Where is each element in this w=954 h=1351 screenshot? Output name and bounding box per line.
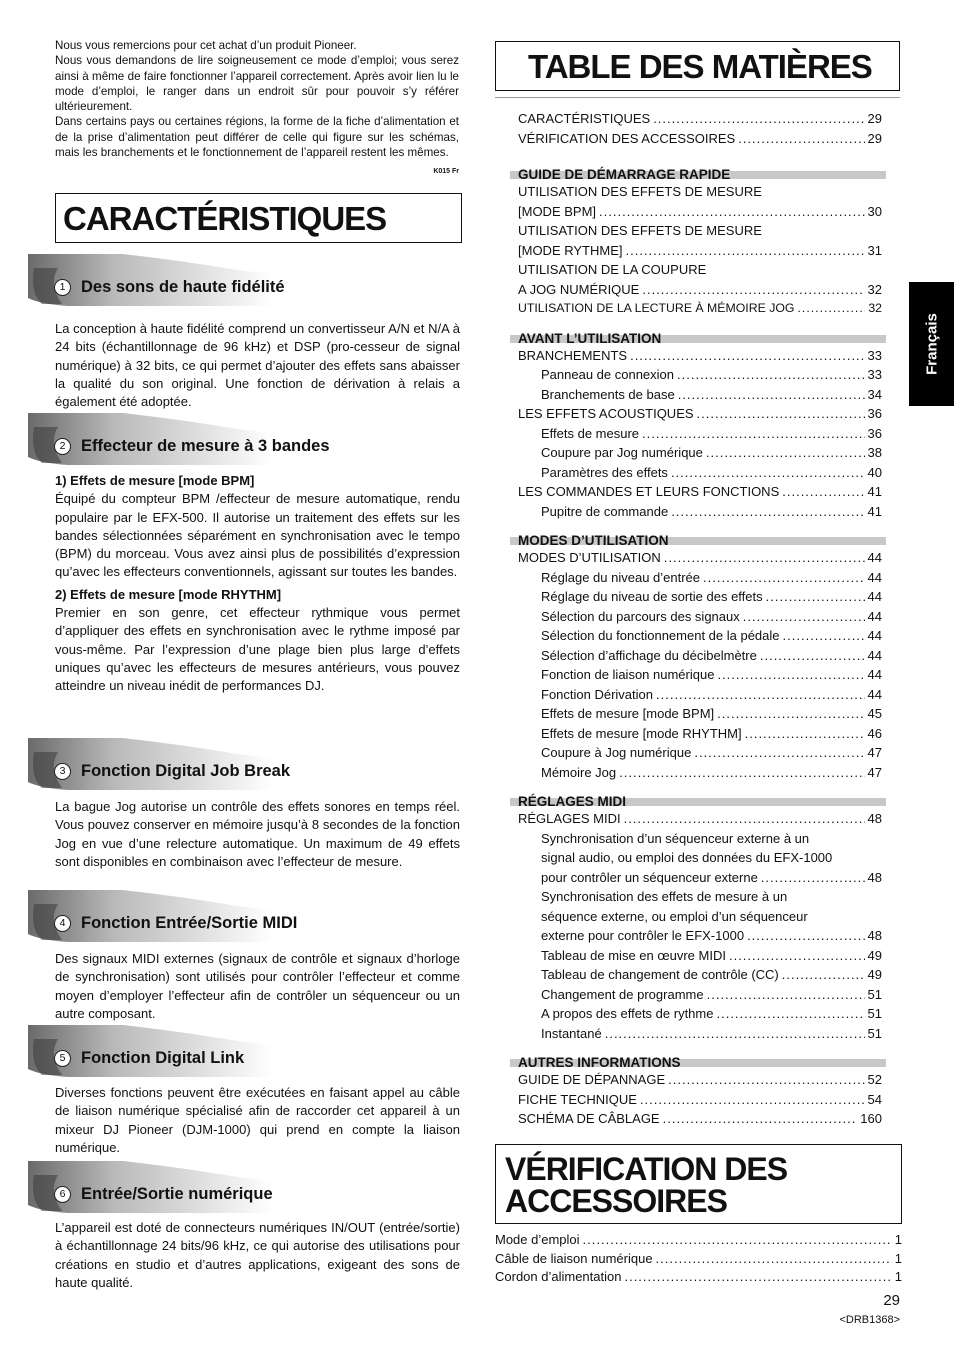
feature-body: [55, 470, 460, 696]
toc-section-title: AVANT L’UTILISATION: [518, 330, 662, 346]
toc-entry[interactable]: [518, 609, 882, 629]
toc-entry[interactable]: [518, 301, 882, 321]
toc-section-heading: [518, 794, 882, 811]
toc-entry[interactable]: [518, 667, 882, 687]
toc-entry-line: Synchronisation d’un séquenceur externe à un: [541, 830, 810, 846]
toc-dot-leader: [783, 628, 865, 643]
toc-entry-title: Pupitre de commande: [541, 503, 669, 519]
toc-entry[interactable]: [518, 765, 882, 785]
toc-dot-leader: [707, 987, 865, 1002]
toc-dot-leader: [640, 1092, 865, 1107]
toc-entry-title: Fonction de liaison numérique: [541, 667, 715, 682]
toc-entry-line: Synchronisation des effets de mesure à un: [541, 889, 788, 904]
toc-entry-page: 33: [867, 347, 882, 363]
toc-entry[interactable]: [518, 445, 882, 465]
toc-entry[interactable]: [518, 967, 882, 987]
toc-entry-title: [MODE BPM]: [518, 203, 597, 219]
toc-entry-page: 52: [867, 1072, 882, 1087]
toc-entry-page: 45: [867, 706, 882, 721]
toc-entry-page: 31: [867, 242, 882, 258]
toc-entry[interactable]: [518, 948, 882, 968]
toc-entry-page: 47: [867, 745, 882, 760]
toc-entry-page: 44: [867, 628, 882, 643]
toc-section-title: AUTRES INFORMATIONS: [518, 1055, 681, 1070]
toc-entry[interactable]: [518, 1092, 882, 1112]
toc-entry[interactable]: [518, 367, 882, 387]
feature-body: [55, 798, 460, 871]
feature-title: [54, 1185, 273, 1204]
intro-code: K015 Fr: [433, 168, 459, 176]
toc-entry-title: Branchements de base: [541, 386, 675, 402]
toc-entry[interactable]: [518, 406, 882, 426]
feature-number-badge: 2: [54, 438, 71, 455]
toc-dot-leader: [760, 648, 865, 663]
feature-number-badge: 1: [54, 279, 71, 296]
verification-title-line1: VÉRIFICATION DES: [505, 1151, 788, 1187]
toc-entry-page: 160: [860, 1111, 882, 1126]
toc-entry-title: A JOG NUMÉRIQUE: [518, 281, 640, 297]
toc-dot-leader: [619, 765, 864, 780]
toc-entry-title: Instantané: [541, 1025, 602, 1041]
toc-entry-page: 49: [867, 947, 882, 963]
toc-section-spacer: [518, 784, 882, 790]
feature-title: [54, 762, 290, 781]
accessory-quantity: 1: [894, 1250, 902, 1266]
toc-entry-title: Coupure par Jog numérique: [541, 445, 703, 460]
toc-section-spacer: [518, 523, 882, 529]
toc-entry[interactable]: [518, 550, 882, 570]
feature-heading: [28, 1025, 273, 1081]
toc-dot-leader: [717, 706, 864, 721]
feature-paragraph: Premier en son genre, cet effecteur rythmique vous permet d’appliquer des effets en synchronisation avec le rythme imposé par vous-même. Par l’expression d’une plage bien plus large d’effets uniques qu’avec les effecteurs de mesures antérieurs, vous pouvez atteindre un niveau inédit de performances DJ.: [55, 605, 460, 694]
feature-title: [54, 278, 285, 297]
intro-text: [55, 38, 459, 180]
toc-entry-page: 40: [867, 464, 882, 480]
toc-entry-page: 33: [867, 367, 882, 382]
toc-entry[interactable]: [518, 426, 882, 446]
toc-entry-title: Mémoire Jog: [541, 764, 617, 780]
accessory-item: [495, 1251, 902, 1270]
toc-entry[interactable]: [518, 726, 882, 746]
toc-entry-line: UTILISATION DES EFFETS DE MESURE: [518, 184, 762, 199]
caracteristiques-title: CARACTÉRISTIQUES: [63, 200, 387, 237]
feature-number-badge: 5: [54, 1050, 71, 1067]
feature-heading: [28, 413, 330, 469]
toc-dot-leader: [798, 301, 866, 315]
feature-subtitle: 1) Effets de mesure [mode BPM]: [55, 473, 255, 488]
feature-title-text: Fonction Digital Job Break: [81, 762, 291, 780]
toc-dot-leader: [626, 243, 865, 258]
toc-entry[interactable]: [518, 282, 882, 302]
toc-dot-leader: [729, 948, 865, 963]
toc-entry-title: Réglage du niveau de sortie des effets: [541, 589, 763, 604]
toc-dot-leader: [694, 745, 864, 760]
accessory-quantity: 1: [894, 1232, 902, 1247]
feature-paragraph: L’appareil est doté de connecteurs numériques IN/OUT (entrée/sortie) à échantillonnage 24 bits/96 kHz, ce qui autorise des utilisations pour créations en studio et d’autres applications, exigeant des sons de haute qualité.: [55, 1220, 460, 1290]
toc-entry[interactable]: [518, 465, 882, 485]
accessory-item: [495, 1269, 902, 1288]
toc-entry-page: 44: [867, 589, 882, 604]
toc-dot-leader: [703, 570, 865, 585]
toc-dot-leader: [678, 387, 865, 402]
feature-body: [55, 1219, 460, 1292]
intro-p3: [55, 114, 459, 176]
toc-entry-page: 44: [867, 647, 882, 663]
feature-title: [54, 1049, 244, 1068]
toc-section-title: GUIDE DE DÉMARRAGE RAPIDE: [518, 167, 731, 182]
accessory-item: [495, 1232, 902, 1251]
toc-entry-title: LES EFFETS ACOUSTIQUES: [518, 406, 694, 421]
toc-dot-leader: [642, 282, 864, 297]
language-tab: [909, 282, 954, 406]
toc-entry-title: Tableau de changement de contrôle (CC): [541, 967, 779, 982]
toc-entry[interactable]: [518, 111, 882, 131]
toc-entry-title: Coupure à Jog numérique: [541, 745, 692, 760]
toc-dot-leader: [697, 406, 865, 421]
toc-dot-leader: [656, 687, 865, 702]
toc-entry-page: 41: [867, 503, 882, 519]
toc-section-spacer: [518, 321, 882, 327]
toc-entry-title: Sélection du fonctionnement de la pédale: [541, 628, 780, 643]
toc-dot-leader: [630, 348, 864, 363]
toc-entry-title: externe pour contrôler le EFX-1000: [541, 928, 745, 943]
intro-p1: Nous vous remercions pour cet achat d’un produit Pioneer.: [55, 39, 357, 52]
feature-title: [54, 914, 297, 933]
toc-entry[interactable]: [518, 687, 882, 707]
toc-dot-leader: [624, 811, 865, 826]
toc-dot-leader: [766, 589, 865, 604]
toc-entry-title: SCHÉMA DE CÂBLAGE: [518, 1111, 660, 1126]
toc-entry-title: FICHE TECHNIQUE: [518, 1091, 637, 1107]
toc-entry[interactable]: [518, 870, 882, 890]
toc-entry-title: MODES D’UTILISATION: [518, 550, 661, 565]
feature-paragraph: Équipé du compteur BPM /effecteur de mesure automatique, rendu populaire par le EFX-500. Il autorise un traitement des effets sur les bandes sélectionnées séparément en synchronisation avec le tempo (BPM) du morceau. Vous avez ainsi plus de possibilités d’expression qu’avec les effecteurs conventionnels, agissant sur toutes les bandes.: [55, 491, 460, 580]
toc-entry-title: VÉRIFICATION DES ACCESSOIRES: [518, 130, 736, 146]
language-tab-label: Français: [923, 313, 940, 375]
accessory-quantity: 1: [894, 1269, 902, 1284]
toc-dot-leader: [677, 367, 865, 382]
toc-entry-title: Tableau de mise en œuvre MIDI: [541, 947, 726, 963]
intro-p2: Nous vous demandons de lire soigneusement ce mode d’emploi; vous serez ainsi à même de faire fonctionner l’appareil correctement. Après avoir lien lu le mode d’emploi, le ranger dans un endroit sûr pour pouvoir s’y référer ultérieurement.: [55, 54, 459, 114]
feature-paragraph: Diverses fonctions peuvent être exécutées en faisant appel au câble de liaison numérique spécialisé afin de raccorder cet appareil à un mixeur DJ Pioneer (DJM-1000) qui prend en compte la liaison numérique.: [55, 1085, 460, 1155]
toc-dot-leader: [663, 1111, 858, 1126]
feature-subtitle: 2) Effets de mesure [mode RHYTHM]: [55, 586, 282, 602]
toc-dot-leader: [782, 967, 865, 982]
toc-title-rule: [495, 97, 900, 98]
toc-dot-leader: [717, 667, 864, 682]
toc-section-title: MODES D’UTILISATION: [518, 533, 669, 548]
toc-entry-page: 36: [867, 425, 882, 441]
feature-title-text: Des sons de haute fidélité: [81, 278, 285, 296]
table-of-contents: [518, 111, 882, 1131]
toc-entry-title: Sélection du parcours des signaux: [541, 608, 740, 624]
toc-entry-page: 46: [867, 725, 882, 741]
toc-entry-page: 48: [867, 811, 882, 826]
toc-dot-leader: [745, 726, 865, 741]
feature-title-text: Fonction Digital Link: [81, 1049, 245, 1067]
intro-p3-text: Dans certains pays ou certaines régions, la forme de la fiche d’alimentation et de la prise d’alimentation peut différer de celle qui figure sur les schémas, mais les branchements et le fonctionnement de l’appareil restent les mêmes.: [55, 115, 459, 160]
toc-dot-leader: [653, 111, 864, 126]
toc-entry-title: [MODE RYTHME]: [518, 242, 623, 258]
toc-entry-page: 51: [867, 1025, 882, 1041]
accessories-list: [495, 1232, 902, 1288]
toc-entry-page: 38: [867, 445, 882, 460]
toc-entry-title: Sélection d’affichage du décibelmètre: [541, 647, 757, 663]
toc-section-heading: [518, 167, 882, 184]
accessory-dot-leader: [583, 1232, 892, 1247]
toc-entry-page: 29: [867, 130, 882, 146]
toc-entry-title: Effets de mesure [mode RHYTHM]: [541, 725, 742, 741]
toc-entry-title: LES COMMANDES ET LEURS FONCTIONS: [518, 484, 780, 499]
feature-heading: [28, 1161, 273, 1217]
toc-entry[interactable]: [518, 570, 882, 590]
toc-entry-title: UTILISATION DE LA LECTURE À MÉMOIRE JOG: [518, 301, 795, 315]
toc-section-title: RÉGLAGES MIDI: [518, 794, 627, 809]
toc-entry-page: 34: [867, 386, 882, 402]
caracteristiques-title-box: [55, 193, 462, 243]
toc-section-spacer: [518, 150, 882, 163]
toc-entry[interactable]: [518, 745, 882, 765]
toc-entry-title: Paramètres des effets: [541, 464, 668, 480]
accessory-name: Cordon d’alimentation: [495, 1269, 622, 1284]
toc-entry[interactable]: [518, 131, 882, 151]
toc-entry-title: A propos des effets de rythme: [541, 1006, 714, 1021]
toc-entry[interactable]: [518, 504, 882, 524]
toc-entry[interactable]: [518, 1072, 882, 1092]
toc-dot-leader: [782, 484, 864, 499]
feature-title-text: Entrée/Sortie numérique: [81, 1185, 273, 1203]
toc-entry-title: BRANCHEMENTS: [518, 347, 628, 363]
verification-title-line2: ACCESSOIRES: [505, 1183, 727, 1219]
toc-entry-title: Réglage du niveau d’entrée: [541, 569, 701, 585]
toc-dot-leader: [664, 550, 865, 565]
feature-paragraph: La conception à haute fidélité comprend un convertisseur A/N et N/A à 24 bits (échantillonnage de 96 kHz) et DSP (pro-cesseur de signal numérique) à 32 bits, ce qui permet d’ajouter des effets sans abaisser la qualité du son original. Une fonction de dérivation à relais a également été adoptée.: [55, 321, 460, 410]
doc-code: <DRB1368>: [839, 1314, 900, 1326]
toc-dot-leader: [716, 1006, 864, 1021]
toc-entry-title: GUIDE DE DÉPANNAGE: [518, 1072, 666, 1087]
feature-title-text: Effecteur de mesure à 3 bandes: [81, 437, 330, 455]
toc-dot-leader: [642, 426, 864, 441]
toc-entry-page: 49: [867, 967, 882, 982]
toc-dot-leader: [738, 131, 864, 146]
toc-section-heading: [518, 533, 882, 550]
accessory-dot-leader: [624, 1269, 891, 1284]
feature-heading: [28, 890, 298, 946]
toc-entry-title: Changement de programme: [541, 986, 704, 1002]
toc-section-spacer: [518, 1045, 882, 1051]
toc-entry-title: Effets de mesure [mode BPM]: [541, 706, 715, 721]
toc-dot-leader: [668, 1072, 864, 1087]
toc-entry-page: 44: [867, 686, 882, 702]
feature-number-badge: 3: [54, 763, 71, 780]
toc-entry-page: 32: [868, 301, 882, 315]
toc-entry-title: Fonction Dérivation: [541, 686, 653, 702]
toc-entry[interactable]: [518, 1006, 882, 1026]
toc-entry-page: 44: [867, 550, 882, 565]
toc-entry[interactable]: [518, 348, 882, 368]
toc-entry-title: Effets de mesure: [541, 425, 640, 441]
accessory-dot-leader: [656, 1251, 892, 1266]
feature-title: [54, 437, 330, 456]
toc-entry-title: RÉGLAGES MIDI: [518, 811, 621, 826]
toc-entry-line: séquence externe, ou emploi d’un séquenceur: [541, 908, 808, 924]
page-number: 29: [883, 1292, 900, 1309]
toc-entry[interactable]: [518, 987, 882, 1007]
toc-entry-page: 54: [867, 1091, 882, 1107]
toc-entry-page: 51: [867, 986, 882, 1002]
toc-entry[interactable]: [518, 243, 882, 263]
toc-dot-leader: [743, 609, 865, 624]
toc-entry[interactable]: [518, 648, 882, 668]
toc-entry[interactable]: [518, 484, 882, 504]
toc-entry[interactable]: [518, 928, 882, 948]
toc-entry-line: signal audio, ou emploi des données du EFX-1000: [541, 850, 833, 865]
verification-title-box: [495, 1144, 902, 1224]
feature-body: [55, 320, 460, 411]
toc-title-box: [495, 41, 900, 91]
toc-dot-leader: [706, 445, 865, 460]
toc-entry-title: Panneau de connexion: [541, 367, 675, 382]
feature-body: [55, 950, 460, 1023]
toc-entry-line: UTILISATION DE LA COUPURE: [518, 262, 707, 277]
toc-entry[interactable]: [518, 387, 882, 407]
feature-number-badge: 4: [54, 915, 71, 932]
toc-entry-line: UTILISATION DES EFFETS DE MESURE: [518, 223, 762, 238]
toc-entry[interactable]: [518, 1026, 882, 1046]
toc-title: TABLE DES MATIÈRES: [528, 48, 872, 85]
toc-dot-leader: [761, 870, 865, 885]
feature-paragraph: La bague Jog autorise un contrôle des effets sonores en temps réel. Vous pouvez conserver en mémoire jusqu’à 8 secondes de la fonction Jog en vue d’une relecture automatique. Un maximum de 49 effets sont disponibles en combinaison avec l’effecteur de mesure.: [55, 799, 460, 869]
toc-dot-leader: [671, 504, 864, 519]
toc-entry-page: 51: [867, 1006, 882, 1021]
accessory-name: Mode d’emploi: [495, 1232, 580, 1247]
toc-entry[interactable]: [518, 204, 882, 224]
toc-section-heading: [518, 331, 882, 348]
toc-entry[interactable]: [518, 628, 882, 648]
toc-entry[interactable]: [518, 811, 882, 831]
toc-entry-page: 29: [867, 111, 882, 126]
toc-entry-page: 30: [867, 203, 882, 219]
toc-section-heading: [518, 1055, 882, 1072]
toc-entry-page: 36: [867, 406, 882, 421]
accessory-name: Câble de liaison numérique: [495, 1250, 653, 1266]
feature-title-text: Fonction Entrée/Sortie MIDI: [81, 914, 298, 932]
toc-entry-page: 48: [867, 869, 882, 885]
toc-entry-page: 44: [867, 667, 882, 682]
toc-entry-page: 44: [867, 569, 882, 585]
feature-number-badge: 6: [54, 1186, 71, 1203]
toc-entry-page: 41: [867, 484, 882, 499]
toc-dot-leader: [599, 204, 865, 219]
toc-entry-page: 44: [867, 608, 882, 624]
toc-entry-page: 32: [867, 281, 882, 297]
toc-entry[interactable]: [518, 706, 882, 726]
toc-dot-leader: [671, 465, 865, 480]
toc-entry-page: 47: [867, 764, 882, 780]
feature-body: [55, 1084, 460, 1157]
toc-entry[interactable]: [518, 1111, 882, 1131]
toc-dot-leader: [605, 1026, 865, 1041]
feature-heading: [28, 738, 291, 794]
feature-heading: [28, 254, 285, 310]
toc-entry-title: pour contrôler un séquenceur externe: [541, 869, 758, 885]
feature-paragraph: Des signaux MIDI externes (signaux de contrôle et signaux d’horloge de synchronisation) sont utilisés pour contrôler l’effecteur et comme moyen d’employer l’effecteur afin de contrôler un séquenceur ou un autre composant.: [55, 951, 460, 1021]
toc-entry-title: CARACTÉRISTIQUES: [518, 111, 651, 126]
toc-dot-leader: [747, 928, 864, 943]
toc-entry-page: 48: [867, 928, 882, 943]
toc-entry[interactable]: [518, 589, 882, 609]
